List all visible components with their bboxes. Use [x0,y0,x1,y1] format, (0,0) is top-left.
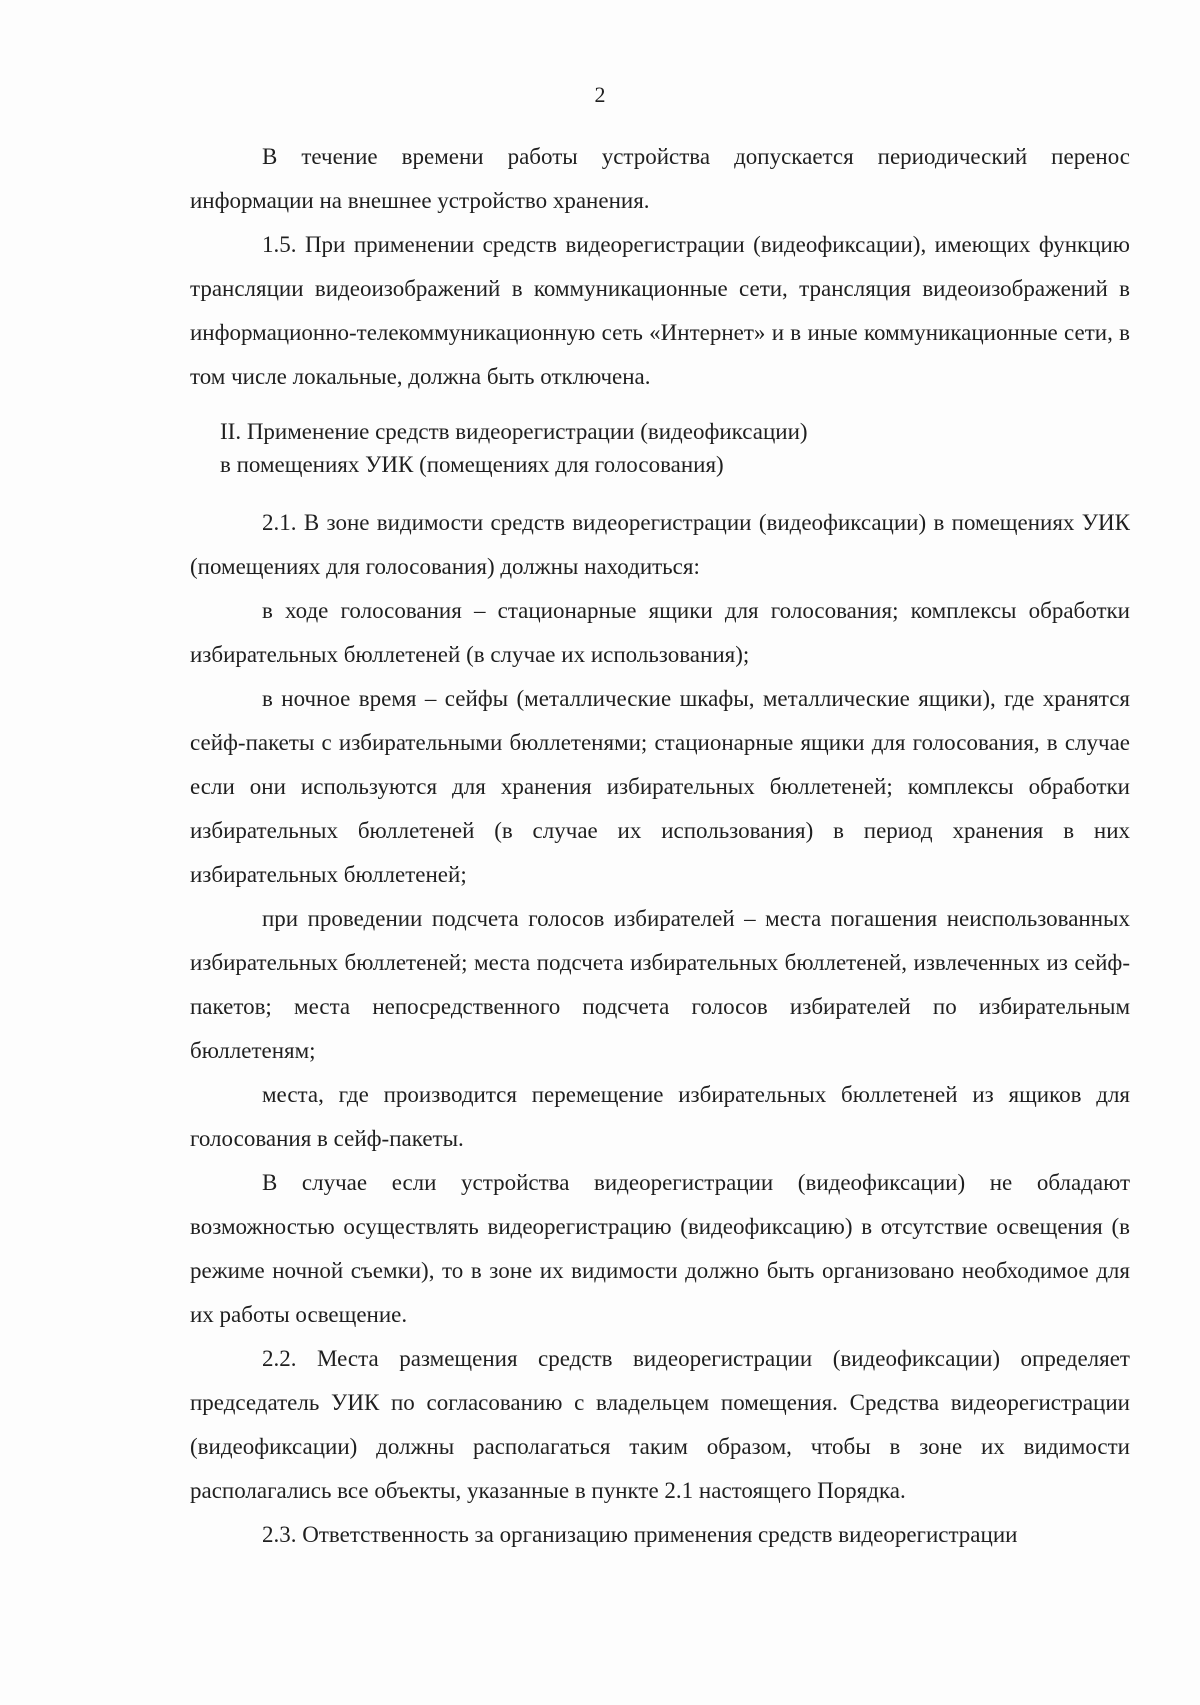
section-title [220,415,1130,481]
paragraph-ballot-transfer: места, где производится перемещение избирательных бюллетеней из ящиков для голосования в сейф-пакеты. [190,1082,1130,1151]
paragraph-2-2: 2.2. Места размещения средств видеорегистрации (видеофиксации) определяет председатель УИК по согласованию с владельцем помещения. Средства видеорегистрации (видеофиксации) должны располагаться таким образом, чтобы в зоне их видимости располагались все объекты, указанные в пункте 2.1 настоящего Порядка. [190,1346,1130,1503]
paragraph-lighting: В случае если устройства видеорегистрации (видеофиксации) не обладают возможностью осуществлять видеорегистрацию (видеофиксацию) в отсутствие освещения (в режиме ночной съемки), то в зоне их видимости должно быть организовано необходимое для их работы освещение. [190,1170,1130,1327]
paragraph-vote-counting: при проведении подсчета голосов избирателей – места погашения неиспользованных избирательных бюллетеней; места подсчета избирательных бюллетеней, извлеченных из сейф-пакетов; места непосредственного подсчета голосов избирателей по избирательным бюллетеням; [190,906,1130,1063]
paragraph-storage-transfer: В течение времени работы устройства допускается периодический перенос информации на внешнее устройство хранения. [190,144,1130,213]
document-body [190,135,1130,1557]
paragraph-2-1: 2.1. В зоне видимости средств видеорегистрации (видеофиксации) в помещениях УИК (помещениях для голосования) должны находиться: [190,510,1130,579]
paragraph-1-5: 1.5. При применении средств видеорегистрации (видеофиксации), имеющих функцию трансляции видеоизображений в коммуникационные сети, трансляция видеоизображений в информационно-телекоммуникационную сеть «Интернет» и в иные коммуникационные сети, в том числе локальные, должна быть отключена. [190,232,1130,389]
page-number: 2 [594,82,606,107]
paragraph-2-3: 2.3. Ответственность за организацию применения средств видеорегистрации [262,1522,1018,1547]
section-title-line-2: в помещениях УИК (помещениях для голосования) [220,452,724,477]
section-title-line-1: II. Применение средств видеорегистрации (видеофиксации) [220,419,808,444]
paragraph-during-voting: в ходе голосования – стационарные ящики для голосования; комплексы обработки избирательных бюллетеней (в случае их использования); [190,598,1130,667]
paragraph-night-time: в ночное время – сейфы (металлические шкафы, металлические ящики), где хранятся сейф-пакеты с избирательными бюллетенями; стационарные ящики для голосования, в случае если они используются для хранения избирательных бюллетеней; комплексы обработки избирательных бюллетеней (в случае их использования) в период хранения в них избирательных бюллетеней; [190,686,1130,887]
